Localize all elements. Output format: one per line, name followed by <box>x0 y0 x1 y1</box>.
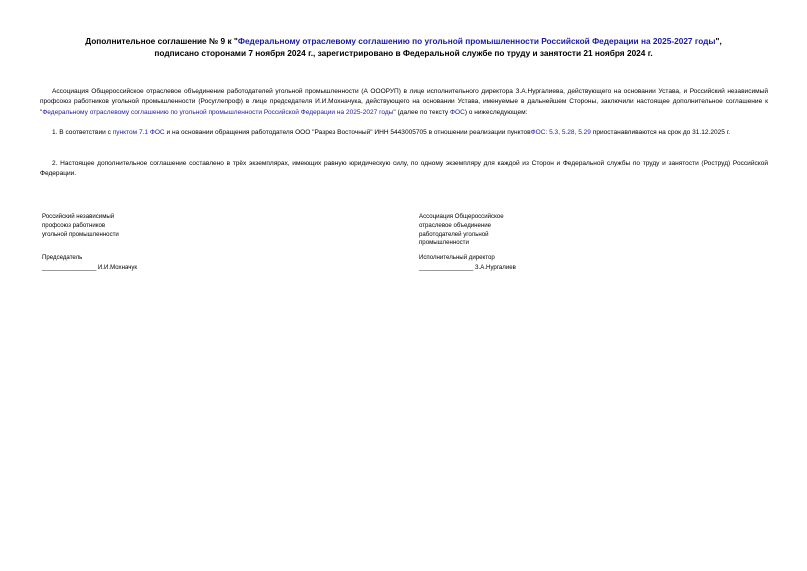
preamble-text-end: ) о нижеследующем: <box>464 108 528 116</box>
clause-1-text-end: приостанавливаются на срок до 31.12.2025 г. <box>590 129 731 136</box>
clause-2-paragraph <box>40 159 768 180</box>
signature-block-employers <box>419 213 579 273</box>
employers-name-line-3: работодателей угольной <box>419 230 489 238</box>
clause-1-text-mid: и на основании обращения работодателя ООО "Разрез Восточный" ИНН 5443005705 в отношении реализации пунктов <box>164 129 531 136</box>
preamble-agreement-link[interactable]: Федеральному отраслевому соглашению по угольной промышленности Российской Федерации на 2025-2027 годы <box>42 108 394 116</box>
title-agreement-link[interactable]: Федеральному отраслевому соглашению по угольной промышленности Российской Федерации на 2025-2027 годы <box>237 36 716 46</box>
signature-block-union <box>42 213 202 273</box>
employers-signature-line: ________________ З.А.Нургалиев <box>419 263 516 271</box>
employers-name-line-4: промышленности <box>419 239 469 247</box>
preamble-text-mid: " (далее по тексту <box>393 108 450 116</box>
clause-1-text: 1. В соответствии с <box>52 129 113 136</box>
employers-signatory-role: Исполнительный директор <box>419 254 495 262</box>
clause-7-1-link[interactable]: пунктом 7.1 ФОС <box>112 129 165 136</box>
title-prefix: Дополнительное соглашение № 9 к " <box>85 36 238 46</box>
fos-points-link[interactable]: ФОС: 5.3, 5.28, 5.29 <box>530 129 591 136</box>
clause-2-text: 2. Настоящее дополнительное соглашение составлено в трёх экземплярах, имеющих равную юридическую силу, по одному экземпляру для каждой из Сторон и Федеральной службы по труду и занятости (Роструд) Российской Федерации. <box>40 160 768 178</box>
clause-1-paragraph <box>40 128 768 138</box>
union-signature-line: ________________ И.И.Мохначук <box>42 264 138 272</box>
title-registration: подписано сторонами 7 ноября 2024 г., зарегистрировано в Федеральной службе по труду и занятости 21 ноября 2024 г. <box>154 47 653 58</box>
union-signatory-role: Председатель <box>42 254 83 262</box>
union-name-line-1: Российский независимый <box>42 213 115 220</box>
union-name-line-3: угольной промышленности <box>42 230 119 238</box>
fos-link[interactable]: ФОС <box>450 108 465 116</box>
preamble-text: Ассоциация Общероссийское отраслевое объединение работодателей угольной промышленности (А ОООРУП) в лице исполнительного директора З.А.Нургалиева, действующего на основании Устава, и Российский независимый профсоюз работников угольной промышленности (Росуглепроф) в лице председателя И.И.Мохначука, действующего на основании Устава, именуемые в дальнейшем Стороны, заключили настоящее дополнительное соглашение к " <box>40 88 768 116</box>
employers-name-line-1: Ассоциация Общероссийское <box>419 213 504 220</box>
title-suffix: ", <box>715 36 722 46</box>
document-title <box>40 36 767 59</box>
union-name-line-2: профсоюз работников <box>42 221 106 229</box>
preamble-paragraph <box>40 87 768 118</box>
employers-name-line-2: отраслевое объединение <box>419 221 492 229</box>
